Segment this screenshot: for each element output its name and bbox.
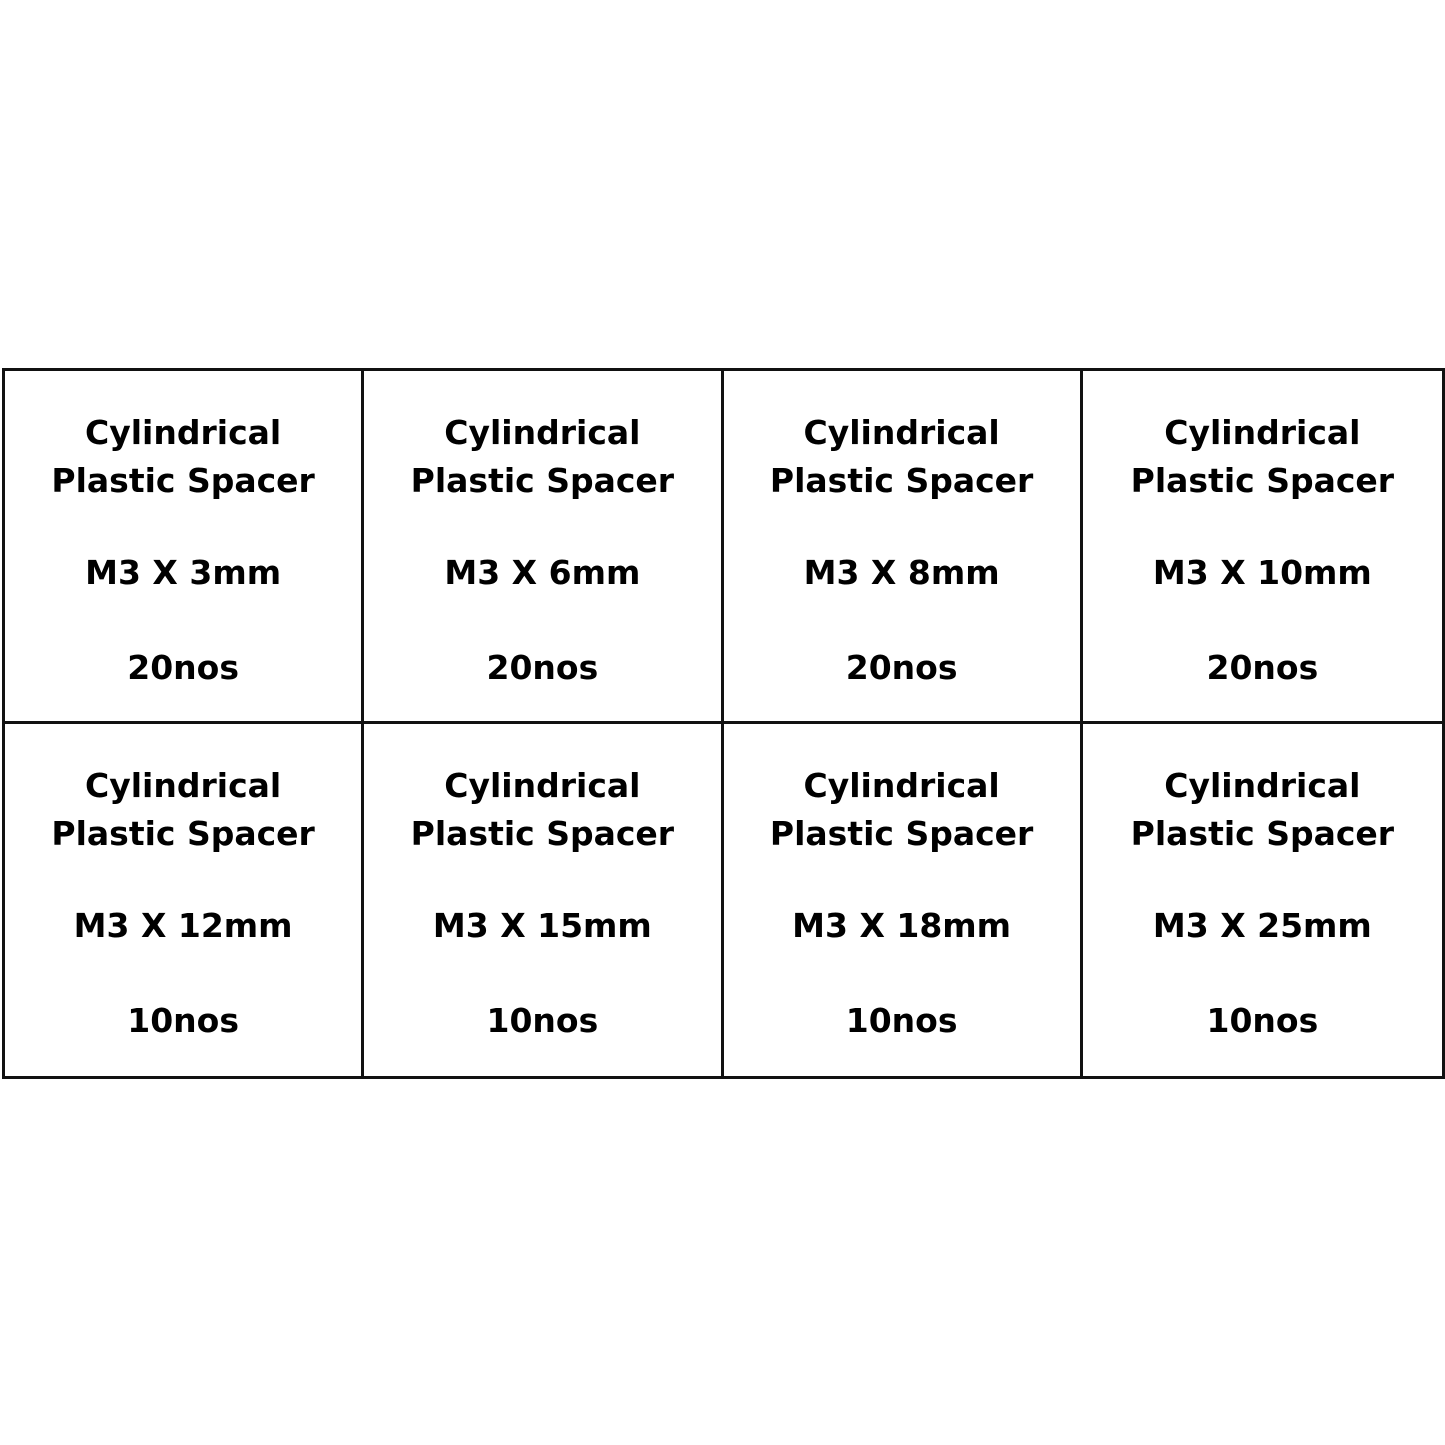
item-size: M3 X 10mm (1152, 553, 1372, 592)
table-cell (364, 371, 723, 724)
item-name-line1: Cylindrical (85, 413, 282, 452)
table-cell (5, 724, 364, 1077)
item-name-line1: Cylindrical (803, 765, 1000, 805)
item-name (364, 762, 720, 858)
item-size: M3 X 3mm (85, 553, 282, 592)
item-name-line2: Plastic Spacer (769, 813, 1034, 853)
table-cell (364, 724, 723, 1077)
table-cell (724, 724, 1083, 1077)
item-name-line2: Plastic Spacer (1130, 813, 1395, 853)
item-name-line1: Cylindrical (1164, 413, 1361, 452)
item-quantity: 10nos (1206, 1000, 1319, 1040)
item-quantity: 20nos (845, 648, 958, 687)
item-name-line2: Plastic Spacer (410, 813, 675, 853)
item-name-line2: Plastic Spacer (1130, 461, 1395, 500)
spacer-kit-table (2, 368, 1445, 1079)
item-size: M3 X 12mm (73, 905, 293, 945)
table-cell (724, 371, 1083, 724)
item-size: M3 X 18mm (792, 905, 1012, 945)
item-name (364, 409, 720, 505)
item-name (1083, 762, 1442, 858)
item-name-line2: Plastic Spacer (769, 461, 1034, 500)
item-size: M3 X 8mm (803, 553, 1000, 592)
item-name-line2: Plastic Spacer (51, 813, 315, 853)
item-name (724, 409, 1080, 505)
item-name-line2: Plastic Spacer (410, 461, 675, 500)
item-quantity: 10nos (486, 1000, 599, 1040)
item-quantity: 20nos (127, 648, 239, 687)
item-name-line1: Cylindrical (803, 413, 1000, 452)
item-quantity: 10nos (127, 1000, 239, 1040)
item-name (5, 409, 361, 505)
table-cell (1083, 371, 1442, 724)
item-name-line1: Cylindrical (444, 765, 641, 805)
item-size: M3 X 25mm (1152, 905, 1372, 945)
table-cell (1083, 724, 1442, 1077)
item-name-line1: Cylindrical (444, 413, 641, 452)
item-name (1083, 409, 1442, 505)
table-cell (5, 371, 364, 724)
item-name-line2: Plastic Spacer (51, 461, 315, 500)
item-name (724, 762, 1080, 858)
item-quantity: 20nos (1206, 648, 1319, 687)
item-quantity: 10nos (845, 1000, 958, 1040)
item-quantity: 20nos (486, 648, 599, 687)
item-size: M3 X 15mm (432, 905, 652, 945)
item-name (5, 762, 361, 858)
item-size: M3 X 6mm (444, 553, 641, 592)
item-name-line1: Cylindrical (1164, 765, 1361, 805)
item-name-line1: Cylindrical (85, 765, 282, 805)
